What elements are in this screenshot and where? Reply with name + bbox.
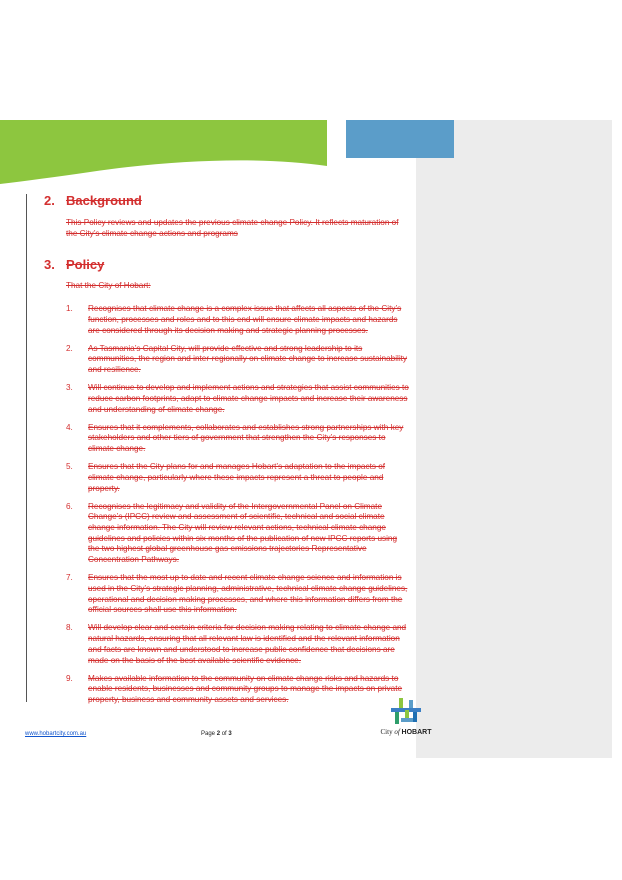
background-paragraph: This Policy reviews and updates the previous climate change Policy. It reflects maturation of the City’s climate change actions and programs bbox=[66, 218, 399, 238]
policy-item-text: Recognises the legitimacy and validity of the Intergovernmental Panel on Climate Change’s (IPCC) review and assessment of scientific, technical and social climate change information. The City will review relevant actions, technical climate change guidelines and policies within six months of the publication of new IPCC reports using the two highest global greenhouse gas emissions trajectories Representative Concentration Pathways. bbox=[88, 501, 398, 565]
policy-item-text: Ensures that the City plans for and manages Hobart’s adaptation to the impacts of climate change, particularly where these impacts represent a threat to people and property. bbox=[88, 462, 386, 493]
markup-margin-panel bbox=[416, 120, 612, 758]
policy-item-text: Recognises that climate change is a complex issue that affects all aspects of the City’s function, processes and roles and to this end will ensure climate impacts and hazards are considered through its decision making and strategic planning processes. bbox=[88, 304, 402, 335]
section-background-heading bbox=[44, 192, 410, 210]
policy-item-text: Makes available information to the community on climate change risks and hazards to enable residents, businesses and community groups to manage the impacts on private property, business and community assets and services. bbox=[88, 673, 403, 705]
policy-item-number: 5. bbox=[66, 462, 73, 472]
hobart-h-icon bbox=[391, 698, 421, 726]
logo-wordmark: City of HOBART bbox=[380, 728, 432, 736]
page-number bbox=[201, 731, 232, 737]
page-of: of bbox=[220, 731, 229, 737]
policy-item bbox=[44, 502, 410, 566]
change-bar bbox=[26, 194, 27, 702]
policy-item bbox=[44, 462, 410, 494]
section-title: Background bbox=[66, 193, 142, 208]
policy-item bbox=[44, 423, 410, 455]
document-body bbox=[44, 192, 410, 713]
policy-item-number: 8. bbox=[66, 623, 73, 633]
policy-item-number: 2. bbox=[66, 343, 73, 353]
policy-item bbox=[44, 344, 410, 376]
page-label: Page bbox=[201, 731, 217, 737]
policy-item-text: Ensures that it complements, collaborates and establishes strong partnerships with key stakeholders and other tiers of government that strengthen the City’s responses to climate change. bbox=[88, 422, 404, 454]
header-green-band bbox=[0, 120, 327, 184]
city-of-hobart-logo bbox=[378, 698, 434, 740]
policy-item-number: 3. bbox=[66, 383, 73, 393]
website-link[interactable]: www.hobartcity.com.au bbox=[25, 731, 87, 737]
page-total: 3 bbox=[228, 731, 232, 737]
section-title: Policy bbox=[66, 257, 105, 273]
policy-item bbox=[44, 383, 410, 415]
policy-item-number: 9. bbox=[66, 673, 73, 683]
policy-item bbox=[44, 304, 410, 336]
header-blue-band bbox=[346, 120, 454, 158]
policy-item-text: Will continue to develop and implement actions and strategies that assist communities to reduce carbon footprints, adapt to climate change impacts and increase their awareness and understanding of climate change. bbox=[88, 383, 409, 414]
policy-intro: That the City of Hobart: bbox=[66, 281, 151, 291]
policy-item-text: As Tasmania’s Capital City, will provide effective and strong leadership to its communities, the region and inter-regionally on climate change to increase sustainability and resilience. bbox=[88, 343, 408, 375]
policy-item bbox=[44, 674, 410, 706]
policy-item-number: 1. bbox=[66, 304, 73, 314]
policy-item-number: 7. bbox=[66, 573, 73, 583]
policy-item bbox=[44, 573, 410, 616]
policy-item bbox=[44, 623, 410, 666]
policy-list bbox=[44, 304, 410, 706]
policy-item-text: Ensures that the most up to date and recent climate change science and information is used in the City’s strategic planning, administrative, technical climate change guidelines, operational and decision making processes, and where this information differs from the official sources shall use this information. bbox=[88, 573, 408, 615]
section-number: 2. bbox=[44, 193, 55, 208]
section-policy-heading bbox=[44, 256, 410, 274]
section-number: 3. bbox=[44, 257, 55, 273]
policy-item-number: 6. bbox=[66, 501, 73, 511]
page-current: 2 bbox=[216, 731, 221, 737]
policy-item-number: 4. bbox=[66, 422, 73, 432]
policy-item-text: Will develop clear and certain criteria for decision making relating to climate change and natural hazards, ensuring that all relevant law is identified and the relevant information and facts are known and understood to increase public confidence that decisions are made on the basis of the best available scientific evidence. bbox=[88, 623, 407, 665]
